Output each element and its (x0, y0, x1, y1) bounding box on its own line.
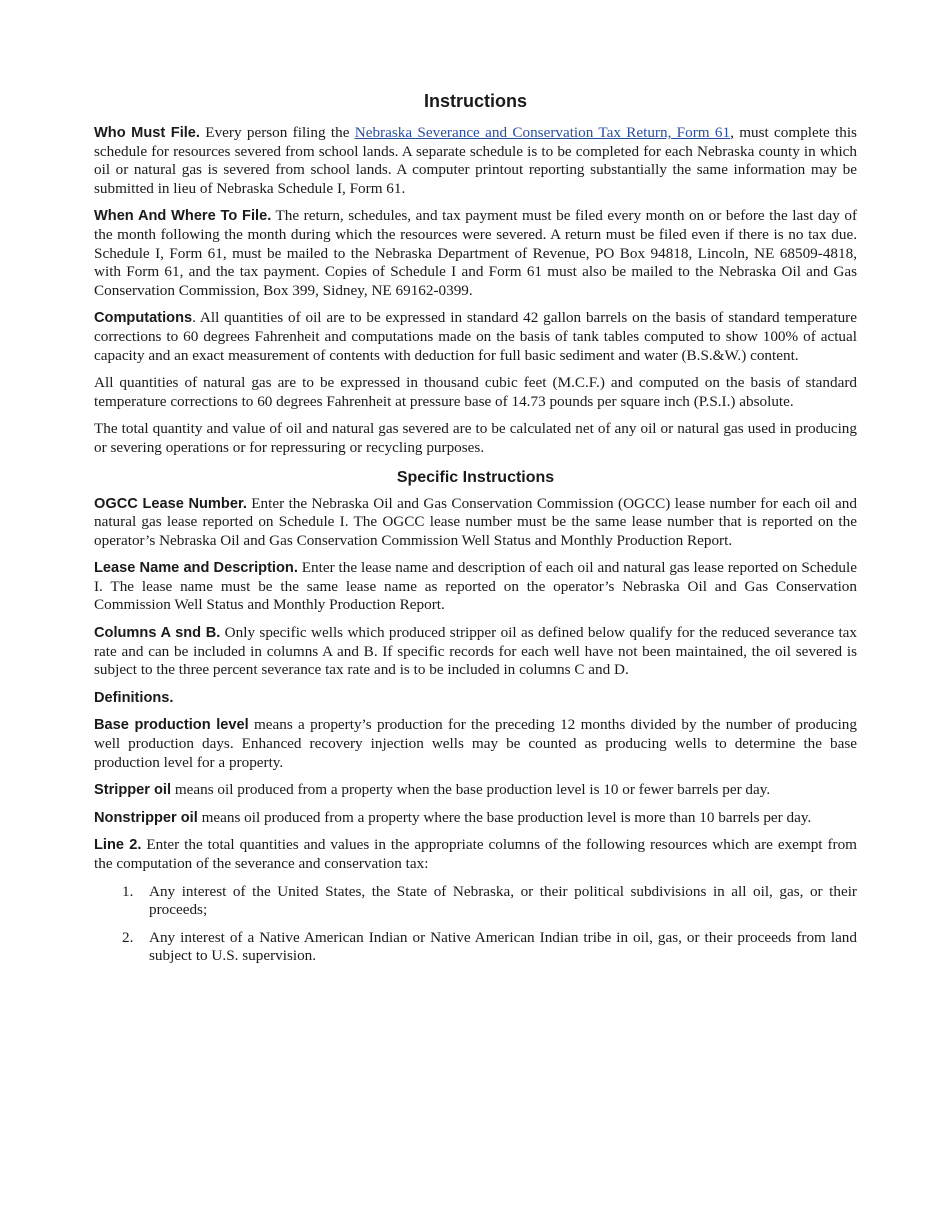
natural-gas-paragraph: All quantities of natural gas are to be expressed in thousand cubic feet (M.C.F.) and computed on the basis of standard temperature corrections to 60 degrees Fahrenheit at pressure base of 14.73 pounds per square inch (P.S.I.) absolute. (94, 374, 857, 410)
lease-name-paragraph (94, 559, 857, 615)
list-item-number: 1. (122, 882, 134, 900)
list-item-text: Any interest of a Native American Indian or Native American Indian tribe in oil, gas, or their proceeds from land subject to U.S. supervision. (149, 928, 857, 965)
base-production-text: means a property’s production for the preceding 12 months divided by the number of producing well production days. Enhanced recovery injection wells may be counted as producing wells to determine the base production level for a property. (94, 716, 857, 771)
ogcc-lease-text: Enter the Nebraska Oil and Gas Conservation Commission (OGCC) lease number for each oil and natural gas lease reported on Schedule I. The OGCC lease number must be the same lease number that is reported on the operator’s Nebraska Oil and Gas Conservation Commission Well Status and Monthly Production Report. (94, 494, 857, 549)
who-must-file-paragraph (94, 124, 857, 198)
when-where-text: The return, schedules, and tax payment must be filed every month on or before the last day of the month following the month during which the resources were severed. A return must be filed even if there is no tax due. Schedule I, Form 61, must be mailed to the Nebraska Department of Revenue, PO Box 94818, Lincoln, NE 68509-4818, with Form 61, and the tax payment. Copies of Schedule I and Form 61 must also be mailed to the Nebraska Oil and Gas Conservation Commission, Box 399, Sidney, NE 69162-0399. (94, 207, 858, 299)
page-title: Instructions (423, 91, 527, 111)
nonstripper-oil-paragraph (94, 809, 857, 828)
instructions-page (94, 89, 857, 975)
line2-text: Enter the total quantities and values in the appropriate columns of the following resources which are exempt from the computation of the severance and conservation tax: (94, 836, 857, 872)
specific-instructions-title: Specific Instructions (396, 468, 555, 486)
base-production-paragraph (94, 716, 857, 772)
who-must-file-text-post: , must complete this schedule for resources severed from school lands. A separate schedule is to be completed for each Nebraska county in which oil or natural gas is severed from school lands. A computer printout reporting substantially the same information may be submitted in lieu of Nebraska Schedule I, Form 61. (94, 124, 857, 197)
who-must-file-heading: Who Must File. (94, 125, 200, 141)
list-item (94, 929, 857, 966)
lease-name-text: Enter the lease name and description of each oil and natural gas lease reported on Schedule I. The lease name must be the same lease name as reported on the operator’s Nebraska Oil and Gas Conservation Commission Well Status and Monthly Production Report. (94, 559, 857, 614)
when-where-heading: When And Where To File. (94, 208, 272, 225)
computations-heading: Computations (94, 310, 193, 327)
nonstripper-oil-text: means oil produced from a property where the base production level is more than 10 barrels per day. (197, 808, 812, 826)
lease-name-heading: Lease Name and Description. (94, 560, 298, 577)
list-item-text: Any interest of the United States, the State of Nebraska, or their political subdivisions in all oil, gas, or their proceeds; (149, 882, 857, 919)
form-61-link[interactable]: Nebraska Severance and Conservation Tax Return, Form 61 (354, 124, 731, 141)
columns-ab-heading: Columns A snd B. (94, 625, 221, 642)
exempt-resources-list (94, 883, 857, 966)
stripper-oil-heading: Stripper oil (94, 782, 172, 799)
nonstripper-oil-heading: Nonstripper oil (94, 809, 198, 826)
columns-ab-paragraph (94, 624, 857, 680)
total-quantity-paragraph: The total quantity and value of oil and natural gas severed are to be calculated net of any oil or natural gas used in producing or severing operations or for repressuring or recycling purposes. (94, 420, 857, 456)
base-production-heading: Base production level (94, 717, 249, 734)
stripper-oil-text: means oil produced from a property when the base production level is 10 or fewer barrels per day. (171, 781, 771, 799)
stripper-oil-paragraph (94, 781, 857, 800)
line2-paragraph (94, 836, 857, 873)
list-item-number: 2. (122, 928, 134, 946)
list-item (94, 883, 857, 920)
when-where-paragraph (94, 207, 857, 300)
ogcc-lease-heading: OGCC Lease Number. (94, 495, 247, 512)
columns-ab-text: Only specific wells which produced stripper oil as defined below qualify for the reduced severance tax rate and can be included in columns A and B. If specific records for each well have not been maintained, the oil severed is subject to the three percent severance tax rate and is to be included in columns C and D. (94, 624, 857, 679)
computations-text: . All quantities of oil are to be expressed in standard 42 gallon barrels on the basis of standard temperature corrections to 60 degrees Fahrenheit and computations made on the basis of tank tables computed to show 100% of actual capacity and an exact measurement of contents with deduction for full basic sediment and water (B.S.&W.) content. (94, 309, 857, 364)
ogcc-lease-paragraph (94, 495, 857, 551)
line2-heading: Line 2. (94, 837, 142, 854)
who-must-file-text-pre: Every person filing the (199, 124, 355, 141)
computations-paragraph (94, 309, 857, 365)
definitions-heading: Definitions. (94, 689, 174, 706)
